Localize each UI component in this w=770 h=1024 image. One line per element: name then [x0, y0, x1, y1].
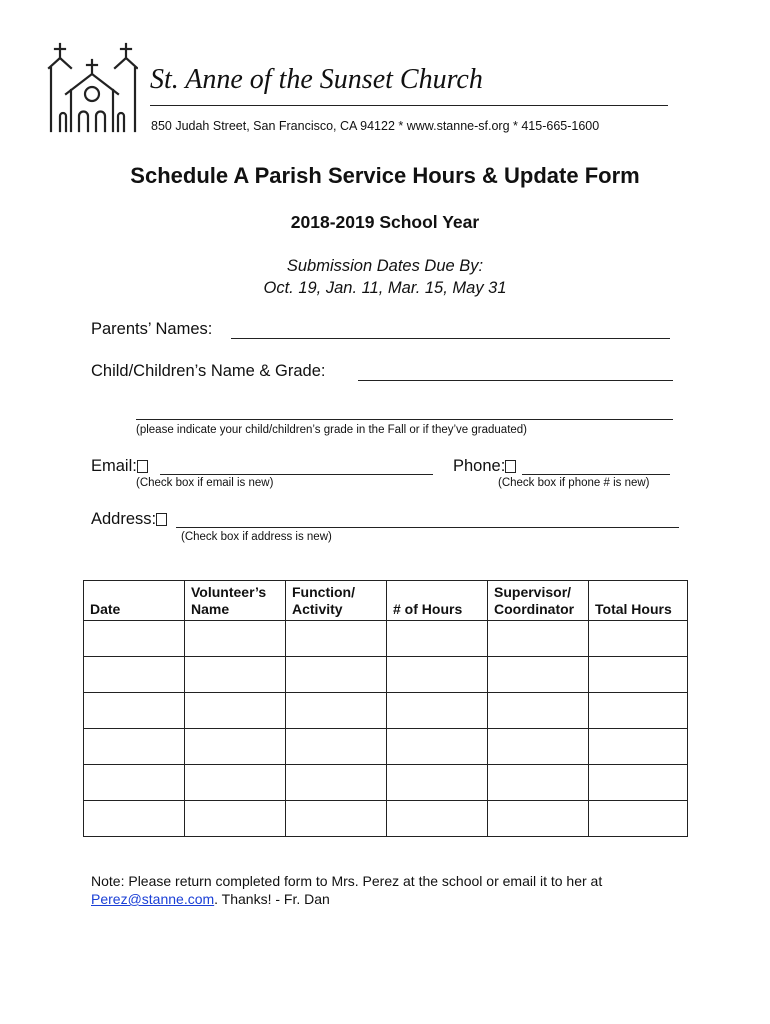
parents-names-field[interactable]: [231, 338, 670, 339]
table-cell[interactable]: [286, 621, 387, 657]
letterhead-divider: [150, 105, 668, 106]
return-note: [91, 872, 602, 908]
table-row: [84, 801, 688, 837]
table-cell[interactable]: [488, 621, 589, 657]
table-cell[interactable]: [387, 729, 488, 765]
table-row: [84, 693, 688, 729]
phone-label: Phone:: [453, 457, 516, 476]
table-cell[interactable]: [84, 729, 185, 765]
table-cell[interactable]: [387, 693, 488, 729]
table-row: [84, 621, 688, 657]
column-header-function-activity: Function/ Activity: [286, 581, 387, 621]
phone-hint: (Check box if phone # is new): [498, 477, 650, 489]
table-cell[interactable]: [387, 657, 488, 693]
table-cell[interactable]: [387, 621, 488, 657]
email-link[interactable]: Perez@stanne.com: [91, 891, 215, 907]
table-cell[interactable]: [488, 729, 589, 765]
table-cell[interactable]: [589, 729, 688, 765]
children-name-grade-field-line2[interactable]: [136, 419, 673, 420]
table-cell[interactable]: [286, 801, 387, 837]
table-cell[interactable]: [84, 657, 185, 693]
table-header-row: [84, 581, 688, 621]
table-cell[interactable]: [84, 621, 185, 657]
column-header-date: Date: [84, 581, 185, 621]
column-header-volunteer-name: Volunteer’s Name: [185, 581, 286, 621]
church-contact-line: 850 Judah Street, San Francisco, CA 94122 * www.stanne-sf.org * 415-665-1600: [151, 119, 600, 133]
table-cell[interactable]: [488, 657, 589, 693]
table-cell[interactable]: [84, 765, 185, 801]
table-cell[interactable]: [589, 765, 688, 801]
email-hint: (Check box if email is new): [136, 477, 274, 489]
children-name-grade-label: Child/Children’s Name & Grade:: [91, 362, 326, 380]
table-cell[interactable]: [84, 693, 185, 729]
column-header-supervisor: Supervisor/ Coordinator: [488, 581, 589, 621]
phone-field[interactable]: [522, 474, 670, 475]
table-cell[interactable]: [185, 693, 286, 729]
table-cell[interactable]: [589, 801, 688, 837]
table-cell[interactable]: [84, 801, 185, 837]
email-label: Email:: [91, 457, 148, 476]
church-logo: [46, 42, 138, 134]
table-cell[interactable]: [488, 765, 589, 801]
table-cell[interactable]: [286, 657, 387, 693]
table-cell[interactable]: [185, 801, 286, 837]
note-signoff: . Thanks! - Fr. Dan: [214, 891, 330, 907]
children-name-grade-field[interactable]: [358, 380, 673, 381]
table-cell[interactable]: [589, 621, 688, 657]
table-cell[interactable]: [185, 729, 286, 765]
parents-names-label: Parents’ Names:: [91, 320, 213, 338]
table-row: [84, 657, 688, 693]
column-header-hours: # of Hours: [387, 581, 488, 621]
school-year: 2018-2019 School Year: [290, 212, 480, 232]
address-new-checkbox[interactable]: [156, 513, 167, 526]
address-hint: (Check box if address is new): [181, 531, 332, 543]
address-field[interactable]: [176, 527, 679, 528]
email-field[interactable]: [160, 474, 433, 475]
table-cell[interactable]: [185, 621, 286, 657]
table-cell[interactable]: [185, 765, 286, 801]
table-cell[interactable]: [286, 729, 387, 765]
address-label: Address:: [91, 510, 167, 529]
table-cell[interactable]: [387, 801, 488, 837]
due-dates-label: Submission Dates Due By:: [286, 257, 484, 275]
email-new-checkbox[interactable]: [137, 460, 148, 473]
table-row: [84, 729, 688, 765]
children-grade-hint: (please indicate your child/children’s grade in the Fall or if they’ve graduated): [136, 424, 528, 436]
table-cell[interactable]: [185, 657, 286, 693]
table-cell[interactable]: [286, 765, 387, 801]
table-cell[interactable]: [286, 693, 387, 729]
column-header-total-hours: Total Hours: [589, 581, 688, 621]
table-cell[interactable]: [488, 801, 589, 837]
table-cell[interactable]: [488, 693, 589, 729]
table-cell[interactable]: [589, 657, 688, 693]
service-hours-table: [83, 580, 688, 837]
due-dates: Oct. 19, Jan. 11, Mar. 15, May 31: [263, 279, 507, 297]
table-row: [84, 765, 688, 801]
note-text: Note: Please return completed form to Mrs. Perez at the school or email it to her at: [91, 873, 603, 889]
church-name: St. Anne of the Sunset Church: [150, 64, 483, 95]
phone-new-checkbox[interactable]: [505, 460, 516, 473]
form-title: Schedule A Parish Service Hours & Update Form: [130, 163, 640, 188]
table-cell[interactable]: [387, 765, 488, 801]
table-cell[interactable]: [589, 693, 688, 729]
